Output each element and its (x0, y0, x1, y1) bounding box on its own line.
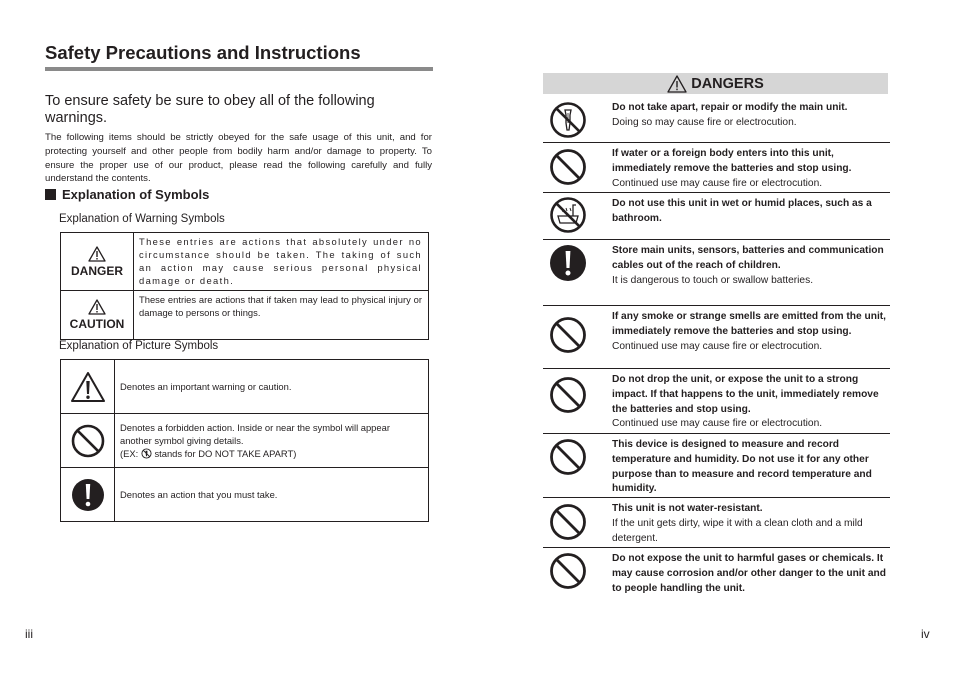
caution-symbol-cell (61, 291, 134, 340)
table-row (61, 233, 429, 291)
symbol-cell (61, 360, 115, 414)
page-number-right: iv (921, 627, 930, 641)
danger-item-normal: Continued use may cause fire or electrocution. (612, 418, 823, 430)
warning-triangle-icon (70, 371, 106, 403)
picture-symbols-subheading: Explanation of Picture Symbols (59, 340, 219, 352)
danger-item (543, 142, 890, 193)
prohibited-icon (549, 376, 587, 414)
danger-item (543, 368, 890, 434)
table-row (61, 414, 429, 468)
mandatory-symbol-description: Denotes an action that you must take. (115, 468, 429, 522)
warning-symbols-table (60, 232, 429, 340)
danger-item-bold: If water or a foreign body enters into this unit, immediately remove the batteries and stop using. (612, 148, 852, 174)
danger-item-text (612, 438, 890, 497)
danger-item-text (612, 147, 890, 191)
prohibited-icon (549, 148, 587, 186)
danger-item (543, 547, 890, 602)
title-underline (45, 67, 433, 71)
danger-item-text (612, 101, 890, 131)
square-bullet-icon (45, 189, 56, 200)
page-title: Safety Precautions and Instructions (45, 42, 361, 63)
danger-item-text (612, 373, 890, 432)
symbol-cell (61, 414, 115, 468)
warning-symbols-subheading: Explanation of Warning Symbols (59, 213, 225, 225)
caution-label: CAUTION (69, 317, 125, 331)
danger-item-normal: Continued use may cause fire or electrocution. (612, 340, 823, 352)
danger-item-text (612, 197, 890, 227)
table-row (61, 360, 429, 414)
page-number-left: iii (25, 627, 33, 641)
symbols-section-heading (45, 187, 209, 202)
danger-item (543, 497, 890, 548)
prohibited-icon (549, 503, 587, 541)
danger-item-text (612, 552, 890, 596)
symbol-cell (61, 468, 115, 522)
prohibited-icon (549, 552, 587, 590)
mandatory-action-icon (71, 478, 105, 512)
no-bathroom-use-icon (549, 196, 587, 234)
danger-label: DANGER (70, 263, 123, 278)
danger-item-bold: Do not expose the unit to harmful gases or chemicals. It may cause corrosion and/or other danger to the unit and to people handling the unit. (612, 553, 886, 594)
dangers-header (543, 73, 888, 94)
danger-item-normal: If the unit gets dirty, wipe it with a clean cloth and a mild detergent. (612, 517, 863, 544)
warning-triangle-icon (667, 75, 687, 93)
danger-item-bold: Do not drop the unit, or expose the unit to a strong impact. If that happens to the unit, immediately remove the batteries and stop using. (612, 374, 879, 415)
danger-item (543, 192, 890, 240)
table-row (61, 291, 429, 340)
danger-item-bold: Do not use this unit in wet or humid places, such as a bathroom. (612, 198, 872, 224)
danger-item-normal: Doing so may cause fire or electrocution. (612, 116, 797, 128)
danger-item (543, 239, 890, 306)
danger-item-bold: If any smoke or strange smells are emitted from the unit, immediately remove the batteries and stop using. (612, 311, 887, 337)
danger-item-bold: This unit is not water-resistant. (612, 503, 763, 514)
danger-item (543, 305, 890, 369)
warning-triangle-icon (88, 246, 106, 262)
danger-item-text (612, 244, 890, 288)
danger-item (543, 433, 890, 498)
table-row (61, 468, 429, 522)
prohibited-icon (549, 438, 587, 476)
danger-item-text (612, 502, 890, 546)
danger-item-text (612, 310, 890, 354)
dangers-header-text: DANGERS (691, 75, 764, 92)
danger-item (543, 96, 890, 143)
prohibited-icon (549, 316, 587, 354)
intro-paragraph: The following items should be strictly obeyed for the safe usage of this unit, and for protecting yourself and other people from bodily harm and/or damage to property. To ensure the proper use of our product, please read the following carefully and fully understand the contents. (45, 132, 432, 185)
picture-symbols-table (60, 359, 429, 522)
caution-description: These entries are actions that if taken may lead to physical injury or damage to persons or things. (134, 291, 429, 340)
prohibited-description-text: Denotes a forbidden action. Inside or near the symbol will appear another symbol giving details. (120, 422, 390, 446)
prohibited-icon (70, 423, 106, 459)
danger-symbol-cell (61, 233, 134, 291)
danger-item-bold: This device is designed to measure and record temperature and humidity. Do not use it for any other purpose than to measure and record temperature and humidity. (612, 439, 872, 495)
danger-item-normal: It is dangerous to touch or swallow batteries. (612, 274, 814, 286)
danger-description: These entries are actions that absolutely under no circumstance should be taken. The taking of such an action may cause serious personal physical damage or death. (134, 233, 429, 291)
intro-heading: To ensure safety be sure to obey all of the following warnings. (45, 93, 375, 126)
danger-item-bold: Store main units, sensors, batteries and communication cables out of the reach of children. (612, 245, 884, 271)
prohibited-symbol-description (115, 414, 429, 468)
warning-triangle-icon (88, 299, 106, 315)
danger-item-bold: Do not take apart, repair or modify the main unit. (612, 102, 848, 113)
symbols-heading-text: Explanation of Symbols (62, 187, 210, 202)
example-prefix: (EX: (120, 448, 139, 459)
warning-symbol-description: Denotes an important warning or caution. (115, 360, 429, 414)
danger-item-normal: Continued use may cause fire or electrocution. (612, 177, 823, 189)
example-suffix: stands for DO NOT TAKE APART) (154, 448, 297, 459)
do-not-disassemble-icon (549, 101, 587, 139)
do-not-disassemble-icon (141, 448, 152, 459)
mandatory-action-icon (549, 244, 587, 282)
